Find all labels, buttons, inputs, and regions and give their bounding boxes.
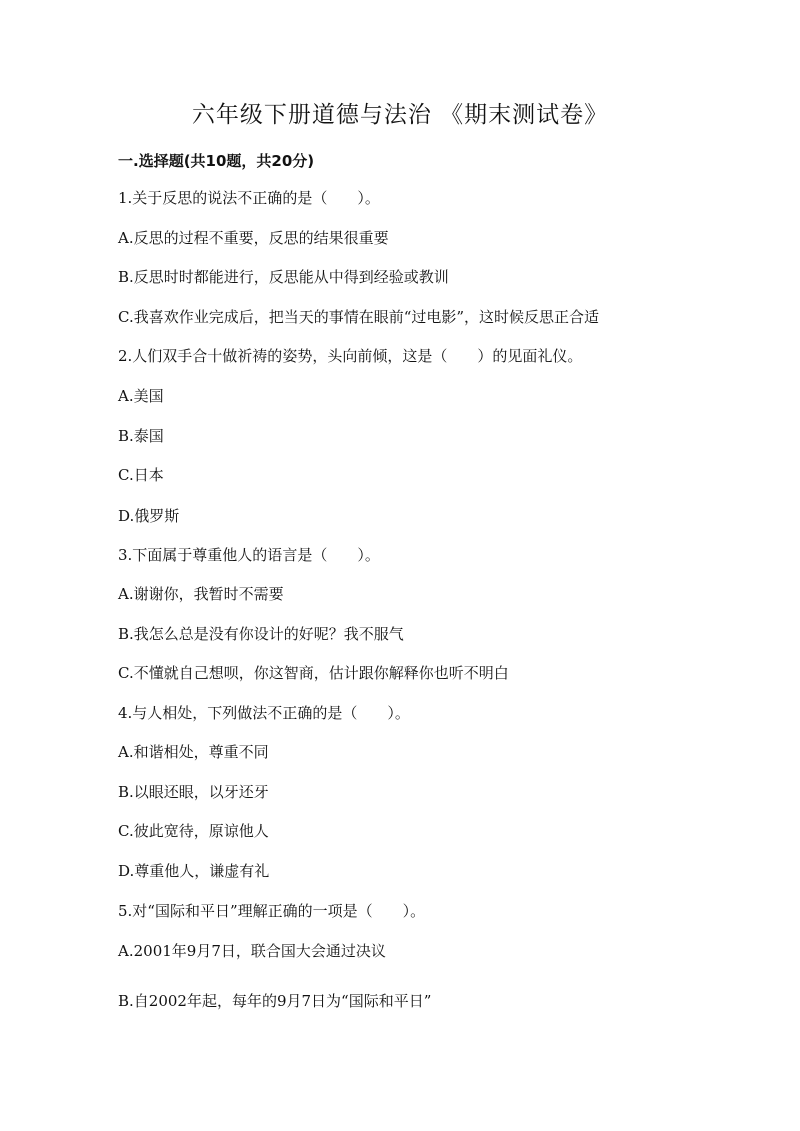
option-3c: C.不懂就自己想呗，你这智商，估计跟你解释你也听不明白 — [118, 664, 509, 682]
option-3b: B.我怎么总是没有你设计的好呢？我不服气 — [118, 625, 404, 643]
option-1b: B.反思时时都能进行，反思能从中得到经验或教训 — [118, 268, 449, 286]
option-1a: A.反思的过程不重要，反思的结果很重要 — [118, 229, 389, 247]
option-2c: C.日本 — [118, 466, 164, 484]
page-title: 六年级下册道德与法治 《期末测试卷》 — [191, 102, 609, 128]
question-5: 5.对“国际和平日”理解正确的一项是（ ）。 — [118, 902, 426, 920]
question-1: 1.关于反思的说法不正确的是（ ）。 — [118, 189, 380, 207]
option-4a: A.和谐相处，尊重不同 — [118, 743, 269, 761]
option-5b: B.自2002年起，每年的9月7日为“国际和平日” — [118, 992, 432, 1010]
section-heading: 一.选择题(共10题，共20分) — [118, 152, 315, 170]
option-1c: C.我喜欢作业完成后，把当天的事情在眼前“过电影”，这时候反思正合适 — [118, 308, 600, 326]
option-3a: A.谢谢你，我暂时不需要 — [118, 585, 284, 603]
option-4d: D.尊重他人，谦虚有礼 — [118, 862, 270, 880]
option-5a: A.2001年9月7日，联合国大会通过决议 — [118, 942, 386, 960]
option-2b: B.泰国 — [118, 427, 164, 445]
question-2: 2.人们双手合十做祈祷的姿势，头向前倾，这是（ ）的见面礼仪。 — [118, 347, 583, 365]
option-4b: B.以眼还眼，以牙还牙 — [118, 783, 269, 801]
option-2a: A.美国 — [118, 387, 164, 405]
question-3: 3.下面属于尊重他人的语言是（ ）。 — [118, 546, 380, 564]
option-4c: C.彼此宽待，原谅他人 — [118, 822, 269, 840]
option-2d: D.俄罗斯 — [118, 507, 180, 525]
question-4: 4.与人相处，下列做法不正确的是（ ）。 — [118, 704, 410, 722]
